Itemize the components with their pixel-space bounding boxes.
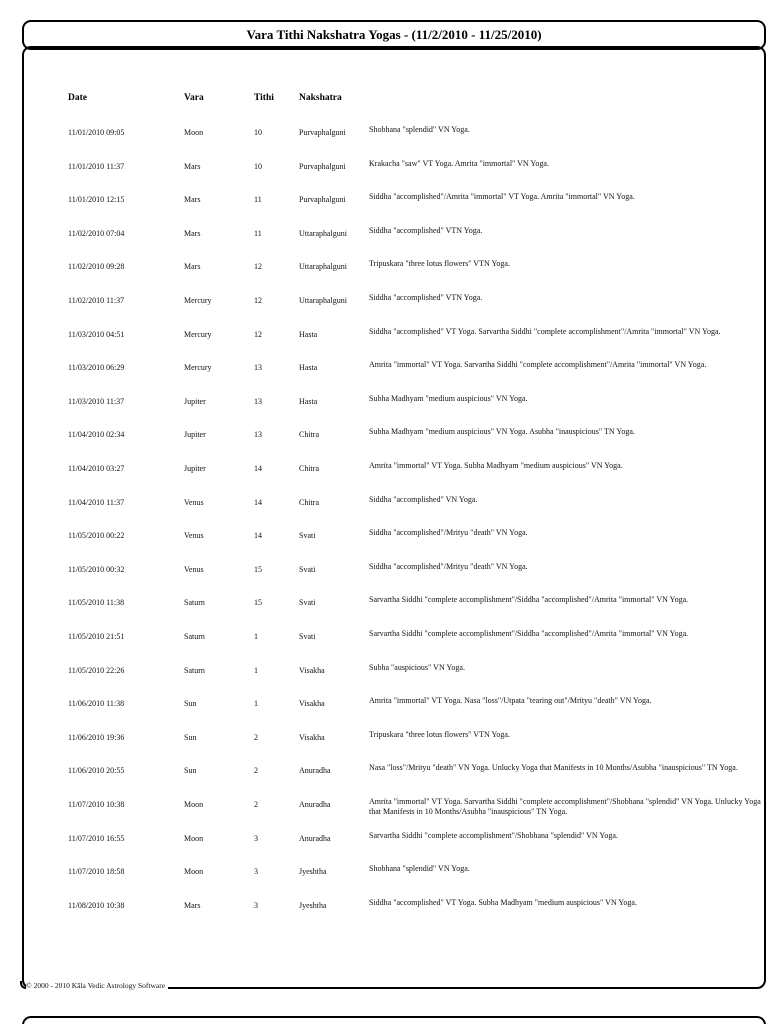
cell-date: 11/04/2010 03:27 xyxy=(68,464,125,473)
cell-nakshatra: Hasta xyxy=(299,396,318,406)
cell-nakshatra: Purvaphalguni xyxy=(299,161,346,171)
cell-nakshatra: Svati xyxy=(299,598,316,608)
table-row xyxy=(0,696,768,729)
cell-date: 11/01/2010 09:05 xyxy=(68,128,125,137)
cell-vara: Sun xyxy=(184,732,197,742)
cell-tithi: 3 xyxy=(254,900,258,910)
table-row xyxy=(0,595,768,628)
cell-vara: Venus xyxy=(184,531,204,541)
cell-vara: Mercury xyxy=(184,296,212,305)
cell-nakshatra: Uttaraphalguni xyxy=(299,296,347,305)
cell-yoga: Subha Madhyam "medium auspicious" VN Yoga. Asubha "inauspicious" TN Yoga. xyxy=(369,427,635,437)
table-row xyxy=(0,393,768,427)
table-row xyxy=(0,293,768,326)
cell-yoga: Tripuskara "three lotus flowers" VTN Yoga. xyxy=(369,259,510,269)
cell-yoga: Siddha "accomplished"/Mrityu "death" VN Yoga. xyxy=(369,528,528,538)
cell-tithi: 12 xyxy=(254,329,262,339)
cell-nakshatra: Visakha xyxy=(299,699,325,709)
cell-vara: Moon xyxy=(184,128,204,137)
cell-date: 11/07/2010 16:55 xyxy=(68,833,125,843)
cell-yoga: Amrita "immortal" VT Yoga. Sarvartha Siddhi "complete accomplishment"/Amrita "immortal" VN Yoga. xyxy=(369,360,707,370)
cell-yoga: Sarvartha Siddhi "complete accomplishment"/Siddha "accomplished"/Amrita "immortal" VN Yoga. xyxy=(369,595,689,605)
cell-tithi: 14 xyxy=(254,531,262,541)
cell-yoga: Siddha "accomplished"/Amrita "immortal" VT Yoga. Amrita "immortal" VN Yoga. xyxy=(369,192,635,202)
cell-tithi: 13 xyxy=(254,363,262,373)
cell-date: 11/03/2010 04:51 xyxy=(68,329,125,339)
cell-yoga: Krakacha "saw" VT Yoga. Amrita "immortal" VN Yoga. xyxy=(369,158,549,168)
table-row xyxy=(0,192,768,225)
footer-copyright: © 2000 - 2010 Kāla Vedic Astrology Software xyxy=(26,980,168,992)
cell-nakshatra: Chitra xyxy=(299,464,319,473)
table-row xyxy=(0,528,768,561)
cell-date: 11/05/2010 21:51 xyxy=(68,632,125,641)
cell-nakshatra: Visakha xyxy=(299,665,325,675)
cell-vara: Saturn xyxy=(184,632,205,641)
cell-date: 11/02/2010 09:28 xyxy=(68,262,125,272)
cell-vara: Moon xyxy=(184,833,204,843)
cell-date: 11/02/2010 07:04 xyxy=(68,228,125,238)
cell-vara: Moon xyxy=(184,800,204,809)
table-row xyxy=(0,897,768,931)
cell-date: 11/07/2010 10:38 xyxy=(68,800,125,809)
cell-vara: Jupiter xyxy=(184,464,206,473)
cell-yoga: Siddha "accomplished" VT Yoga. Subha Madhyam "medium auspicious" VN Yoga. xyxy=(369,897,637,907)
cell-date: 11/06/2010 19:36 xyxy=(68,732,125,742)
cell-date: 11/03/2010 11:37 xyxy=(68,396,125,406)
cell-tithi: 12 xyxy=(254,262,262,272)
cell-tithi: 1 xyxy=(254,632,258,641)
table-row xyxy=(0,662,768,696)
cell-nakshatra: Jyeshtha xyxy=(299,900,327,910)
cell-nakshatra: Anuradha xyxy=(299,800,331,809)
cell-tithi: 2 xyxy=(254,766,258,776)
cell-date: 11/03/2010 06:29 xyxy=(68,363,125,373)
cell-tithi: 14 xyxy=(254,497,262,507)
cell-yoga: Subha "auspicious" VN Yoga. xyxy=(369,662,465,672)
cell-date: 11/08/2010 10:38 xyxy=(68,900,125,910)
cell-nakshatra: Chitra xyxy=(299,497,319,507)
cell-date: 11/01/2010 11:37 xyxy=(68,161,125,171)
cell-date: 11/05/2010 22:26 xyxy=(68,665,125,675)
cell-vara: Saturn xyxy=(184,665,205,675)
cell-vara: Sun xyxy=(184,766,197,776)
table-row xyxy=(0,158,768,192)
table-row xyxy=(0,326,768,360)
table-row xyxy=(0,125,768,158)
header-date: Date xyxy=(68,93,87,103)
cell-yoga: Shobhana "splendid" VN Yoga. xyxy=(369,864,470,874)
cell-yoga: Amrita "immortal" VT Yoga. Subha Madhyam "medium auspicious" VN Yoga. xyxy=(369,461,623,470)
cell-yoga: Sarvartha Siddhi "complete accomplishment"/Shobhana "splendid" VN Yoga. xyxy=(369,830,618,840)
cell-yoga: Siddha "accomplished"/Mrityu "death" VN Yoga. xyxy=(369,561,528,571)
cell-tithi: 15 xyxy=(254,598,262,608)
cell-vara: Mars xyxy=(184,228,201,238)
cell-tithi: 14 xyxy=(254,464,262,473)
cell-vara: Venus xyxy=(184,497,204,507)
cell-nakshatra: Visakha xyxy=(299,732,325,742)
cell-tithi: 12 xyxy=(254,296,262,305)
cell-nakshatra: Hasta xyxy=(299,329,318,339)
cell-nakshatra: Svati xyxy=(299,632,316,641)
cell-nakshatra: Uttaraphalguni xyxy=(299,228,347,238)
cell-tithi: 1 xyxy=(254,699,258,709)
table-row xyxy=(0,494,768,528)
cell-nakshatra: Anuradha xyxy=(299,766,331,776)
cell-vara: Saturn xyxy=(184,598,205,608)
header-tithi: Tithi xyxy=(254,93,274,103)
table-row xyxy=(0,259,768,292)
cell-vara: Jupiter xyxy=(184,430,206,440)
table-row xyxy=(0,864,768,897)
cell-vara: Mars xyxy=(184,262,201,272)
cell-yoga: Nasa "loss"/Mrityu "death" VN Yoga. Unlucky Yoga that Manifests in 10 Months/Asubha "inauspicious" TN Yoga. xyxy=(369,763,738,773)
cell-yoga: Siddha "accomplished" VT Yoga. Sarvartha Siddhi "complete accomplishment"/Amrita "immortal" VN Yoga. xyxy=(369,326,721,336)
cell-yoga: Siddha "accomplished" VTN Yoga. xyxy=(369,225,483,235)
table-row xyxy=(0,427,768,460)
cell-nakshatra: Anuradha xyxy=(299,833,331,843)
cell-tithi: 11 xyxy=(254,228,262,238)
cell-tithi: 11 xyxy=(254,195,262,205)
cell-vara: Mercury xyxy=(184,329,212,339)
cell-date: 11/04/2010 02:34 xyxy=(68,430,125,440)
page-title: Vara Tithi Nakshatra Yogas - (11/2/2010 - 11/25/2010) xyxy=(22,20,766,50)
cell-nakshatra: Jyeshtha xyxy=(299,867,327,877)
cell-tithi: 3 xyxy=(254,867,258,877)
cell-vara: Moon xyxy=(184,867,204,877)
cell-tithi: 2 xyxy=(254,800,258,809)
table-row xyxy=(0,561,768,595)
cell-vara: Mars xyxy=(184,900,201,910)
cell-date: 11/01/2010 12:15 xyxy=(68,195,125,205)
cell-vara: Mars xyxy=(184,161,201,171)
cell-yoga: Amrita "immortal" VT Yoga. Sarvartha Siddhi "complete accomplishment"/Shobhana "splendid" VN Yoga. Unlucky Yoga that Manifests in 10 Months/Asubha "inauspicious" TN Yoga. xyxy=(369,797,761,816)
cell-tithi: 2 xyxy=(254,732,258,742)
cell-vara: Sun xyxy=(184,699,197,709)
cell-vara: Mercury xyxy=(184,363,212,373)
cell-date: 11/07/2010 18:58 xyxy=(68,867,125,877)
cell-tithi: 13 xyxy=(254,430,262,440)
table-row xyxy=(0,830,768,864)
cell-nakshatra: Chitra xyxy=(299,430,319,440)
cell-yoga: Tripuskara "three lotus flowers" VTN Yoga. xyxy=(369,729,510,739)
cell-yoga: Sarvartha Siddhi "complete accomplishment"/Siddha "accomplished"/Amrita "immortal" VN Yoga. xyxy=(369,629,689,638)
next-page-frame xyxy=(22,1016,766,1024)
cell-tithi: 15 xyxy=(254,564,262,574)
table-row xyxy=(0,763,768,796)
cell-vara: Jupiter xyxy=(184,396,206,406)
cell-nakshatra: Hasta xyxy=(299,363,318,373)
cell-nakshatra: Svati xyxy=(299,531,316,541)
cell-vara: Venus xyxy=(184,564,204,574)
header-nakshatra: Nakshatra xyxy=(299,93,342,103)
cell-tithi: 1 xyxy=(254,665,258,675)
cell-date: 11/06/2010 11:38 xyxy=(68,699,125,709)
table-row xyxy=(0,225,768,259)
table-row xyxy=(0,729,768,763)
cell-yoga: Siddha "accomplished" VN Yoga. xyxy=(369,494,478,504)
cell-date: 11/05/2010 11:38 xyxy=(68,598,125,608)
cell-tithi: 10 xyxy=(254,161,262,171)
cell-tithi: 10 xyxy=(254,128,262,137)
table-row xyxy=(0,461,768,494)
cell-vara: Mars xyxy=(184,195,201,205)
cell-date: 11/06/2010 20:55 xyxy=(68,766,125,776)
cell-date: 11/04/2010 11:37 xyxy=(68,497,125,507)
table-row xyxy=(0,629,768,662)
cell-date: 11/02/2010 11:37 xyxy=(68,296,125,305)
cell-yoga: Subha Madhyam "medium auspicious" VN Yoga. xyxy=(369,393,528,403)
cell-yoga: Siddha "accomplished" VTN Yoga. xyxy=(369,293,483,302)
cell-tithi: 3 xyxy=(254,833,258,843)
header-vara: Vara xyxy=(184,93,204,103)
cell-nakshatra: Svati xyxy=(299,564,316,574)
cell-yoga: Amrita "immortal" VT Yoga. Nasa "loss"/Utpata "tearing out"/Mrityu "death" VN Yoga. xyxy=(369,696,652,706)
cell-nakshatra: Purvaphalguni xyxy=(299,128,346,137)
table-row xyxy=(0,797,768,830)
cell-tithi: 13 xyxy=(254,396,262,406)
table-row xyxy=(0,360,768,393)
cell-yoga: Shobhana "splendid" VN Yoga. xyxy=(369,125,470,134)
cell-date: 11/05/2010 00:32 xyxy=(68,564,125,574)
cell-nakshatra: Uttaraphalguni xyxy=(299,262,347,272)
cell-date: 11/05/2010 00:22 xyxy=(68,531,125,541)
cell-nakshatra: Purvaphalguni xyxy=(299,195,346,205)
